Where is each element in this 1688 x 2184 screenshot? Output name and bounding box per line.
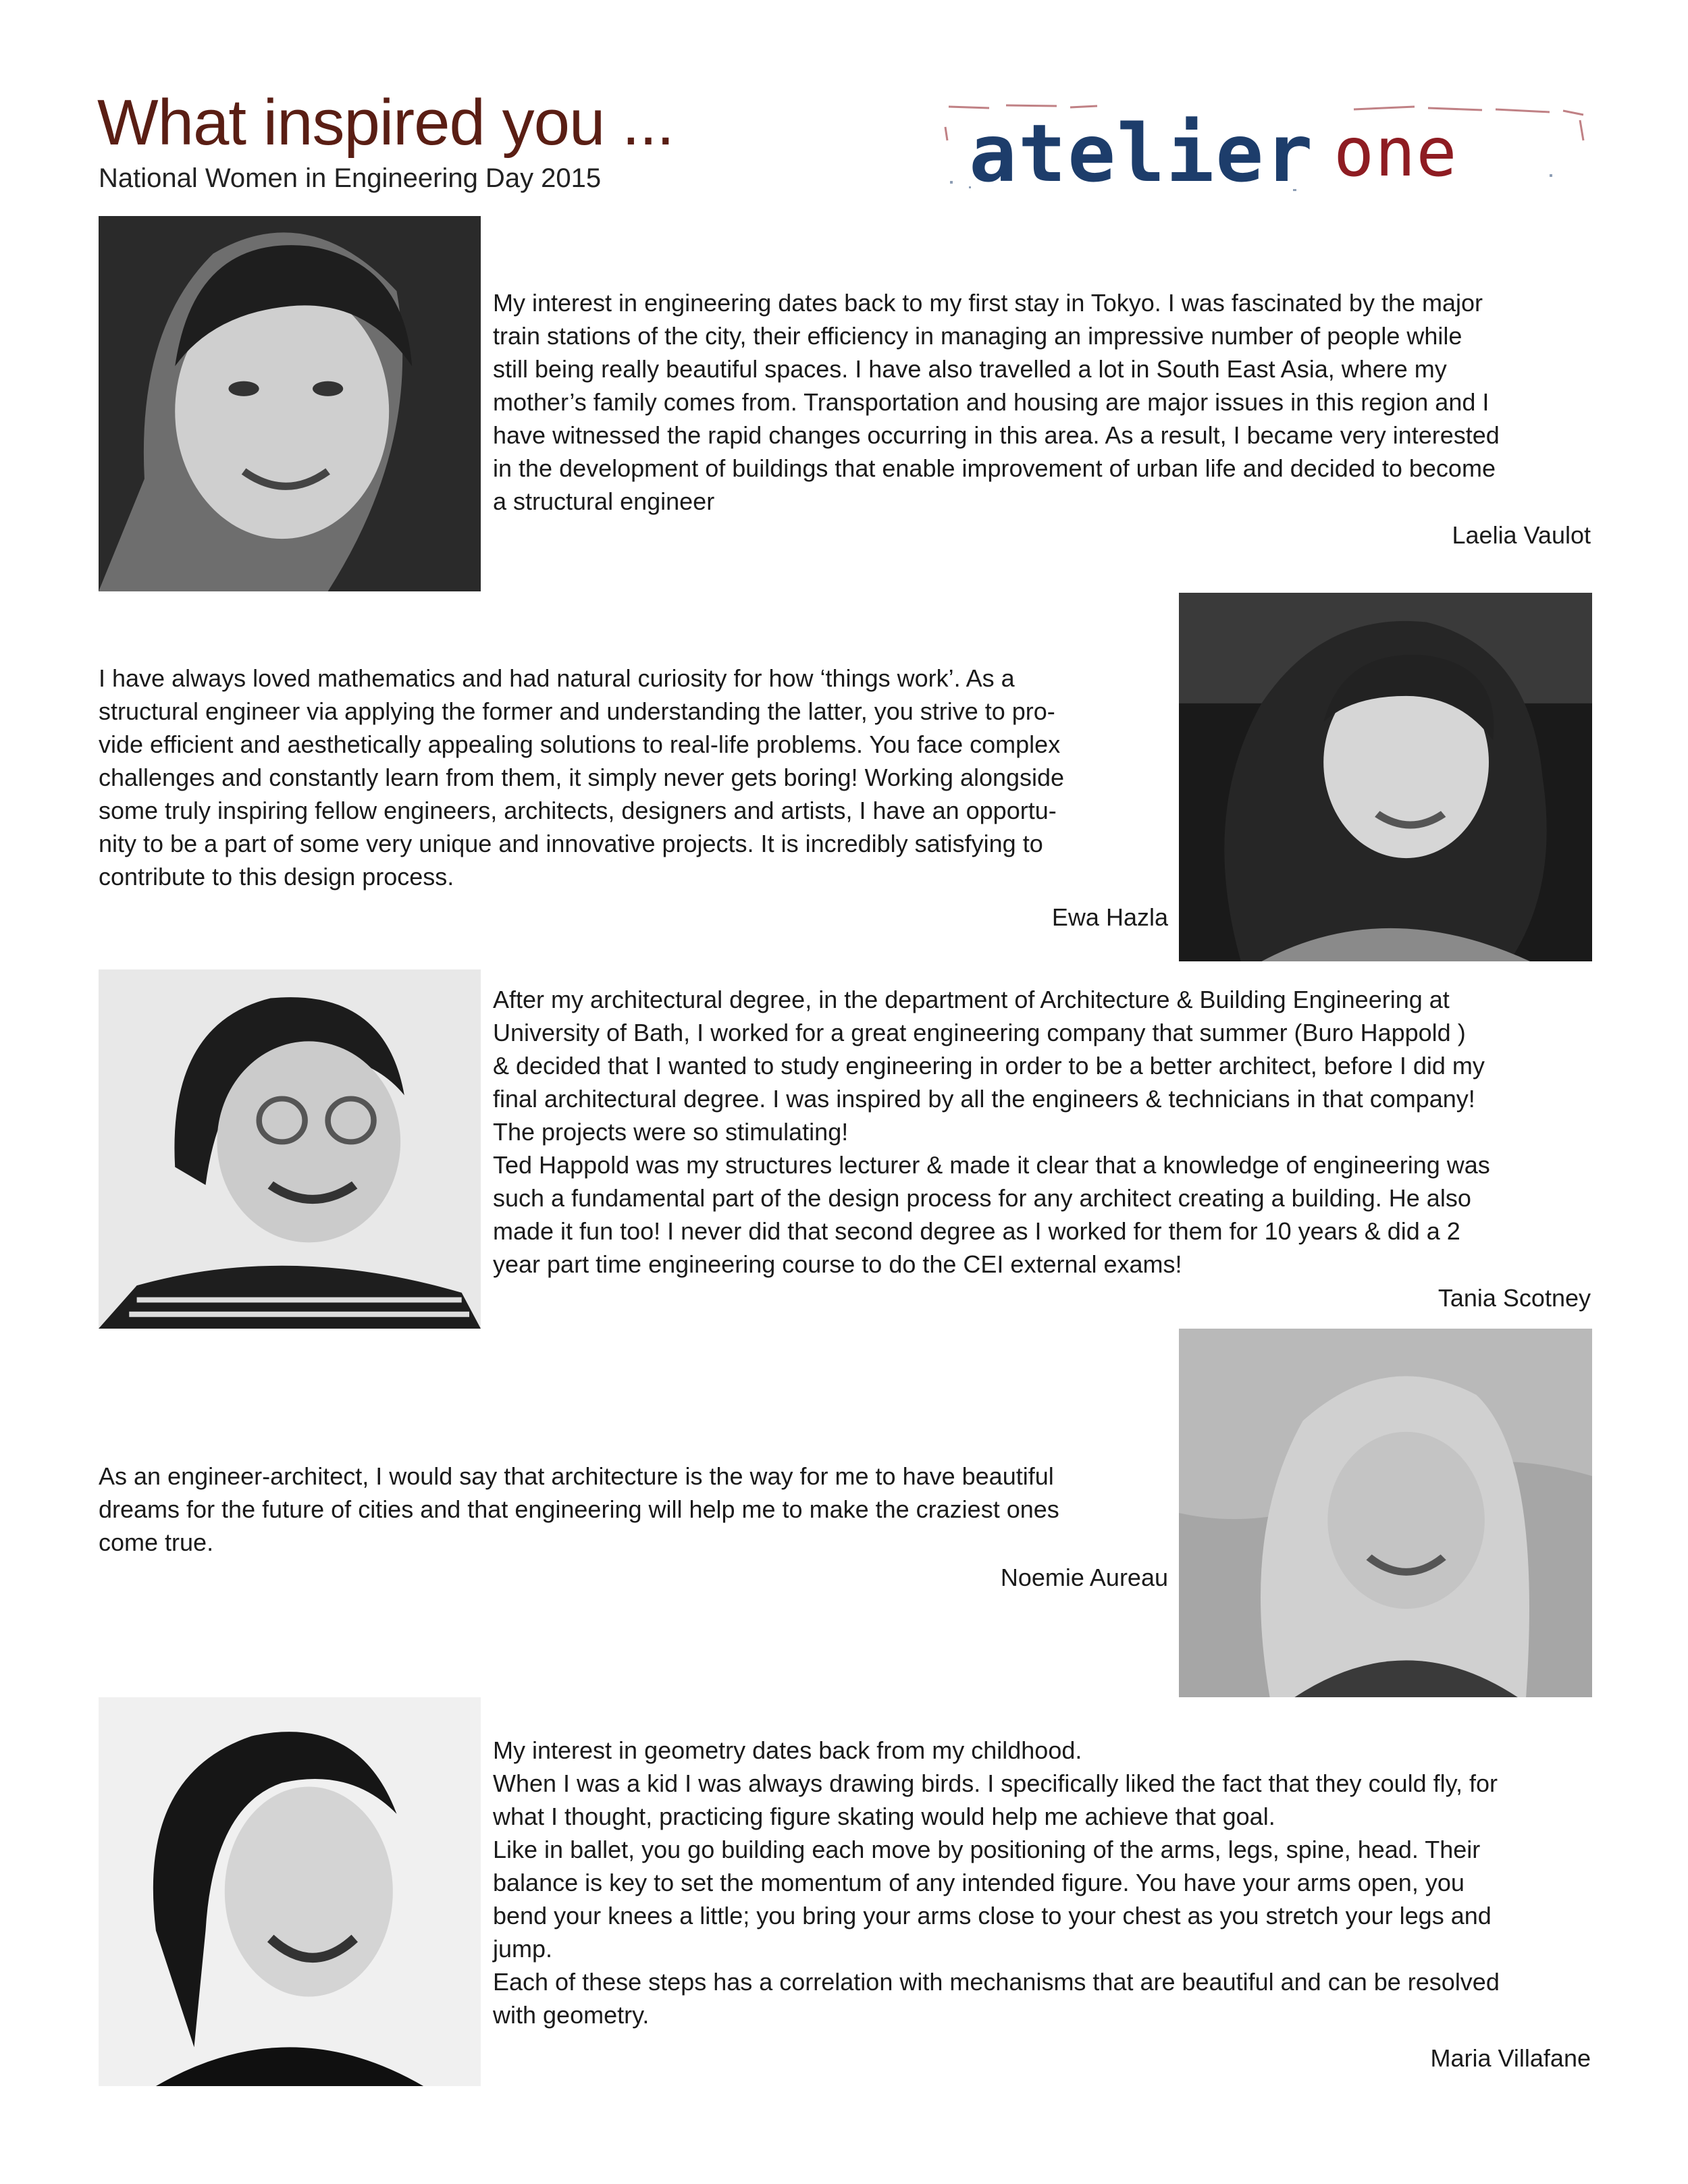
quote-author: Tania Scotney <box>1438 1284 1591 1312</box>
logo-word-atelier: atelier <box>969 107 1315 200</box>
logo-word-one: one <box>1334 113 1458 192</box>
atelier-one-logo <box>942 100 1590 201</box>
quote-author: Laelia Vaulot <box>1452 521 1591 549</box>
portrait-photo <box>1179 593 1592 961</box>
portrait-photo <box>1179 1329 1592 1697</box>
page-subtitle: National Women in Engineering Day 2015 <box>99 163 602 193</box>
quote-author: Ewa Hazla <box>1051 903 1168 931</box>
quote-text: My interest in geometry dates back from my childhood. When I was a kid I was always drawing birds. I specifically liked the fact that they could fly, for what I thought, practicing figure skating would help me achieve that goal. Like in ballet, you go building each move by positioning of the arms, legs, spine, head. Their balance is key to set the momentum of any intended figure. You have your arms open, you bend your knees a little; you bring your arms close to your chest as you stretch your legs and jump. Each of these steps has a correlation with mechanisms that are beautiful and can be resolved with geometry. <box>493 1736 1500 2029</box>
quote-author: Noemie Aureau <box>1000 1564 1168 1591</box>
portrait-photo <box>99 969 481 1329</box>
page-title: What inspired you ... <box>97 86 675 159</box>
quote-text: I have always loved mathematics and had natural curiosity for how ‘things work’. As a structural engineer via applying the former and understanding the latter, you strive to pro- vide efficient and aesthetically appealing solutions to real-life problems. You face complex challenges and constantly learn from them, it simply never gets boring! Working alongside some truly inspiring fellow engineers, architects, designers and artists, I have an opportu- nity to be a part of some very unique and innovative projects. It is incredibly satisfying to contribute to this design process. <box>99 664 1065 890</box>
portrait-photo <box>99 216 481 591</box>
quote-text: As an engineer-architect, I would say that architecture is the way for me to have beautiful dreams for the future of cities and that engineering will help me to make the craziest ones come true. <box>99 1462 1059 1556</box>
quote-text: My interest in engineering dates back to my first stay in Tokyo. I was fascinated by the major train stations of the city, their efficiency in managing an impressive number of people while still being really beautiful spaces. I have also travelled a lot in South East Asia, where my mother’s family comes from. Transportation and housing are major issues in this region and I have witnessed the rapid changes occurring in this area. As a result, I became very interested in the development of buildings that enable improvement of urban life and decided to become a structural engineer <box>493 289 1500 515</box>
quote-author: Maria Villafane <box>1430 2044 1591 2072</box>
quote-text: After my architectural degree, in the department of Architecture & Building Engineering at University of Bath, I worked for a great engineering company that summer (Buro Happold ) & decided that I wanted to study engineering in order to be a better architect, before I did my final architectural degree. I was inspired by all the engineers & technicians in that company! The projects were so stimulating! Ted Happold was my structures lecturer & made it clear that a knowledge of engineering was such a fundamental part of the design process for any architect creating a building. He also made it fun too! I never did that second degree as I worked for them for 10 years & did a 2 year part time engineering course to do the CEI external exams! <box>493 986 1490 1278</box>
portrait-photo <box>99 1697 481 2086</box>
